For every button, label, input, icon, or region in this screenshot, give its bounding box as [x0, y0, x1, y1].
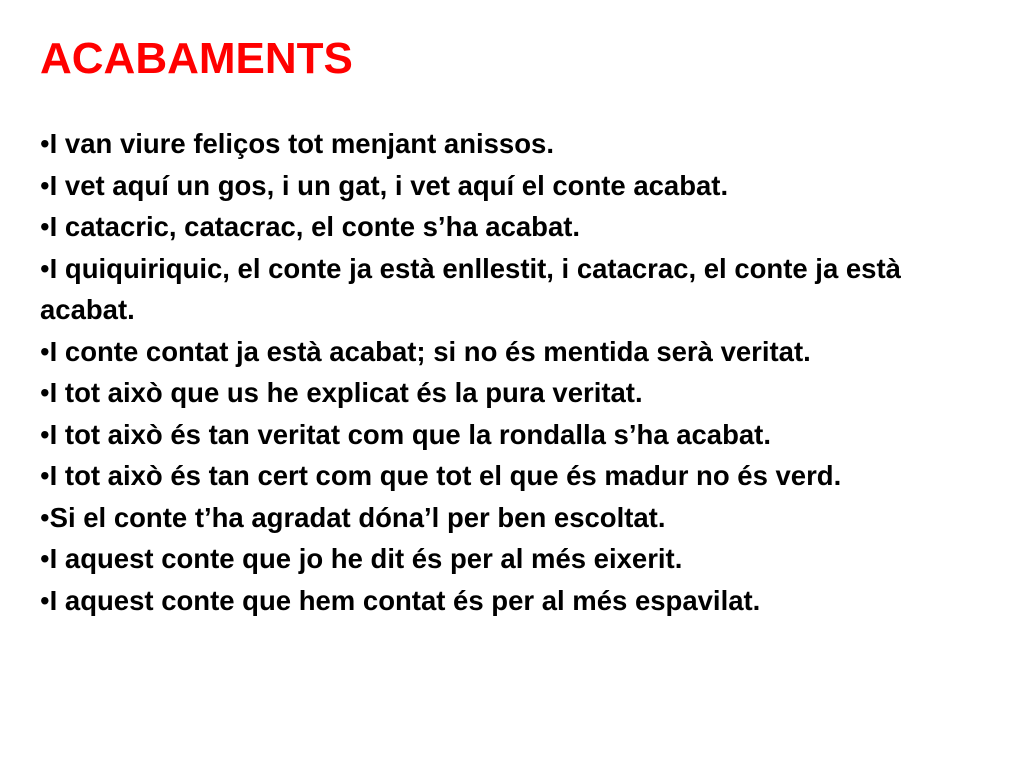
- bullet-icon: •: [40, 460, 50, 491]
- list-item-text: I tot això que us he explicat és la pura veritat.: [49, 377, 643, 408]
- list-item-text: I aquest conte que hem contat és per al més espavilat.: [49, 584, 761, 616]
- list-item: [40, 538, 960, 580]
- list-item: [40, 206, 960, 248]
- list-item-text: I aquest conte que jo he dit és per al més eixerit.: [49, 543, 683, 574]
- list-item: [40, 123, 960, 165]
- bullet-icon: •: [40, 252, 50, 284]
- list-item: [40, 497, 960, 539]
- list-item-text: I conte contat ja està acabat; si no és mentida serà veritat.: [49, 335, 811, 367]
- list-item: [40, 165, 960, 207]
- bullet-list: [40, 123, 960, 621]
- list-item: [40, 580, 960, 622]
- bullet-icon: •: [40, 418, 50, 450]
- list-item-text: I van viure feliços tot menjant anissos.: [49, 128, 554, 159]
- list-item: [40, 372, 960, 414]
- list-item-text: I quiquiriquic, el conte ja està enllestit, i catacrac, el conte ja està acabat.: [40, 252, 901, 325]
- bullet-icon: •: [40, 169, 50, 201]
- list-item-text: Si el conte t’ha agradat dóna’l per ben escoltat.: [49, 501, 666, 533]
- bullet-icon: •: [40, 584, 50, 616]
- list-item: [40, 455, 960, 497]
- list-item-text: I tot això és tan veritat com que la rondalla s’ha acabat.: [49, 418, 771, 450]
- list-item: [40, 248, 960, 331]
- bullet-icon: •: [40, 377, 50, 408]
- list-item-text: I tot això és tan cert com que tot el que és madur no és verd.: [49, 460, 842, 491]
- bullet-icon: •: [40, 543, 50, 574]
- list-item-text: I vet aquí un gos, i un gat, i vet aquí el conte acabat.: [49, 169, 729, 201]
- list-item: [40, 414, 960, 456]
- list-item-text: I catacric, catacrac, el conte s’ha acabat.: [49, 211, 581, 242]
- bullet-icon: •: [40, 335, 50, 367]
- slide-title: ACABAMENTS: [40, 34, 353, 83]
- bullet-icon: •: [40, 128, 50, 159]
- bullet-icon: •: [40, 211, 50, 242]
- list-item: [40, 331, 960, 373]
- bullet-icon: •: [40, 501, 50, 533]
